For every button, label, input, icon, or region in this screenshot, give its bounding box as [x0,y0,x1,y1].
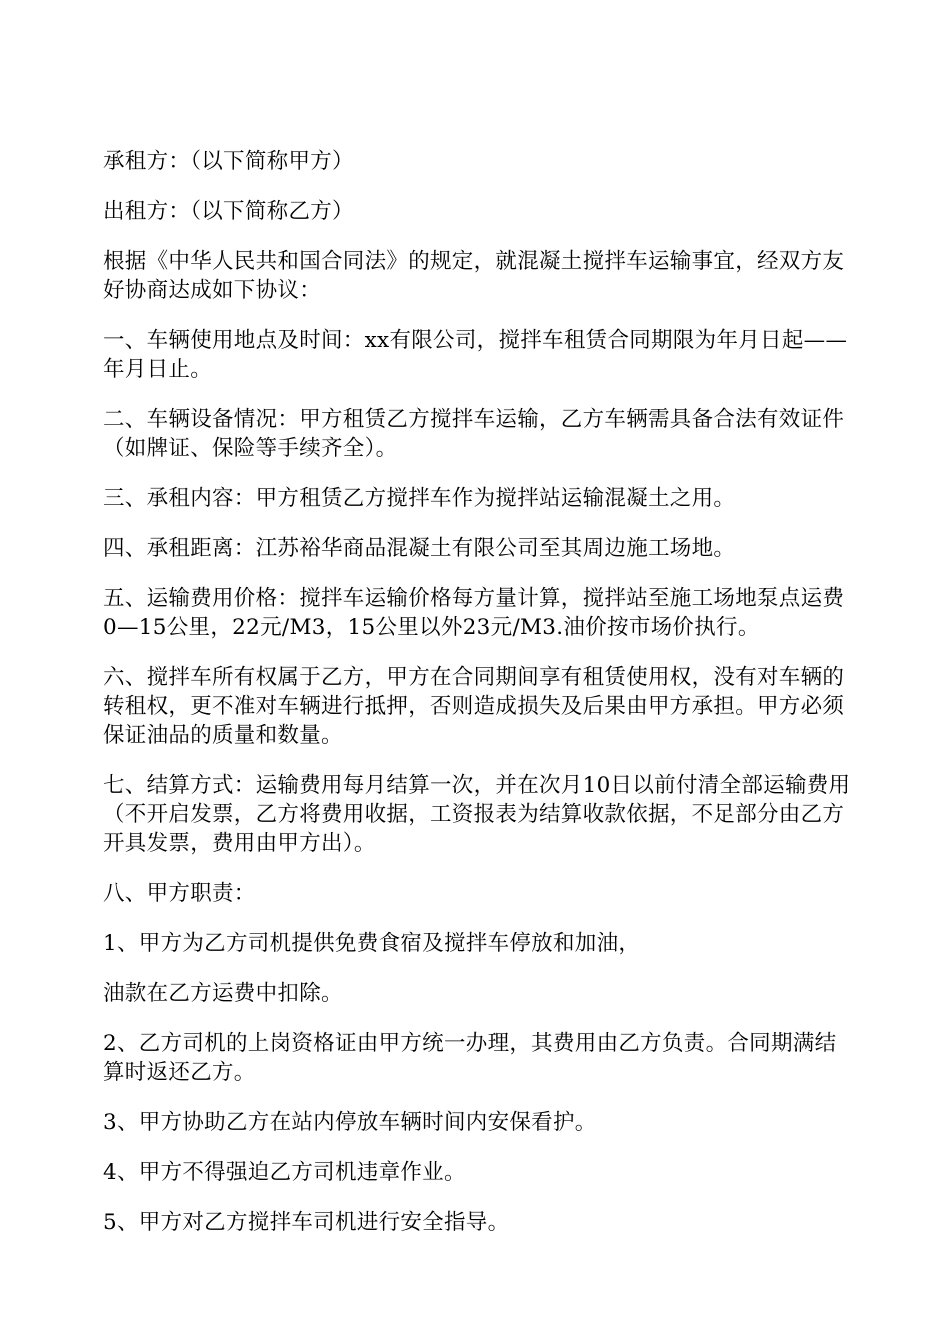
clause-2-equipment: 二、车辆设备情况：甲方租赁乙方搅拌车运输，乙方车辆需具备合法有效证件（如牌证、保险等手续齐全）。 [103,407,845,461]
clause-8-item-3: 3、甲方协助乙方在站内停放车辆时间内安保看护。 [103,1110,597,1135]
clause-8-item-1: 1、甲方为乙方司机提供免费食宿及搅拌车停放和加油， [103,931,641,956]
clause-7-settlement: 七、结算方式：运输费用每月结算一次，并在次月10日以前付清全部运输费用（不开启发票，乙方将费用收据，工资报表为结算收款依据，不足部分由乙方开具发票，费用由甲方出）。 [103,773,851,856]
clause-3-content: 三、承租内容：甲方租赁乙方搅拌车作为搅拌站运输混凝土之用。 [103,486,736,511]
clause-4-distance: 四、承租距离：江苏裕华商品混凝土有限公司至其周边施工场地。 [103,536,736,561]
document-page [103,147,851,1258]
clause-8-item-1-cont: 油款在乙方运费中扣除。 [103,981,343,1006]
paragraph-lessee: 承租方：（以下简称甲方） [103,149,354,174]
paragraph-preamble: 根据《中华人民共和国合同法》的规定，就混凝土搅拌车运输事宜，经双方友好协商达成如下协议： [103,249,845,303]
clause-8-item-5: 5、甲方对乙方搅拌车司机进行安全指导。 [103,1210,510,1235]
clause-8-heading: 八、甲方职责： [103,881,256,906]
paragraph-lessor: 出租方：（以下简称乙方） [103,199,354,224]
clause-6-ownership: 六、搅拌车所有权属于乙方，甲方在合同期间享有租赁使用权，没有对车辆的转租权，更不准对车辆进行抵押，否则造成损失及后果由甲方承担。甲方必须保证油品的质量和数量。 [103,665,845,748]
clause-1-location-time: 一、车辆使用地点及时间：xx有限公司，搅拌车租赁合同期限为年月日起——年月日止。 [103,328,848,382]
clause-8-item-2: 2、乙方司机的上岗资格证由甲方统一办理，其费用由乙方负责。合同期满结算时返还乙方。 [103,1031,837,1085]
clause-5-price: 五、运输费用价格：搅拌车运输价格每方量计算，搅拌站至施工场地泵点运费0—15公里，22元/M3，15公里以外23元/M3.油价按市场价执行。 [103,586,845,640]
clause-8-item-4: 4、甲方不得强迫乙方司机违章作业。 [103,1160,466,1185]
